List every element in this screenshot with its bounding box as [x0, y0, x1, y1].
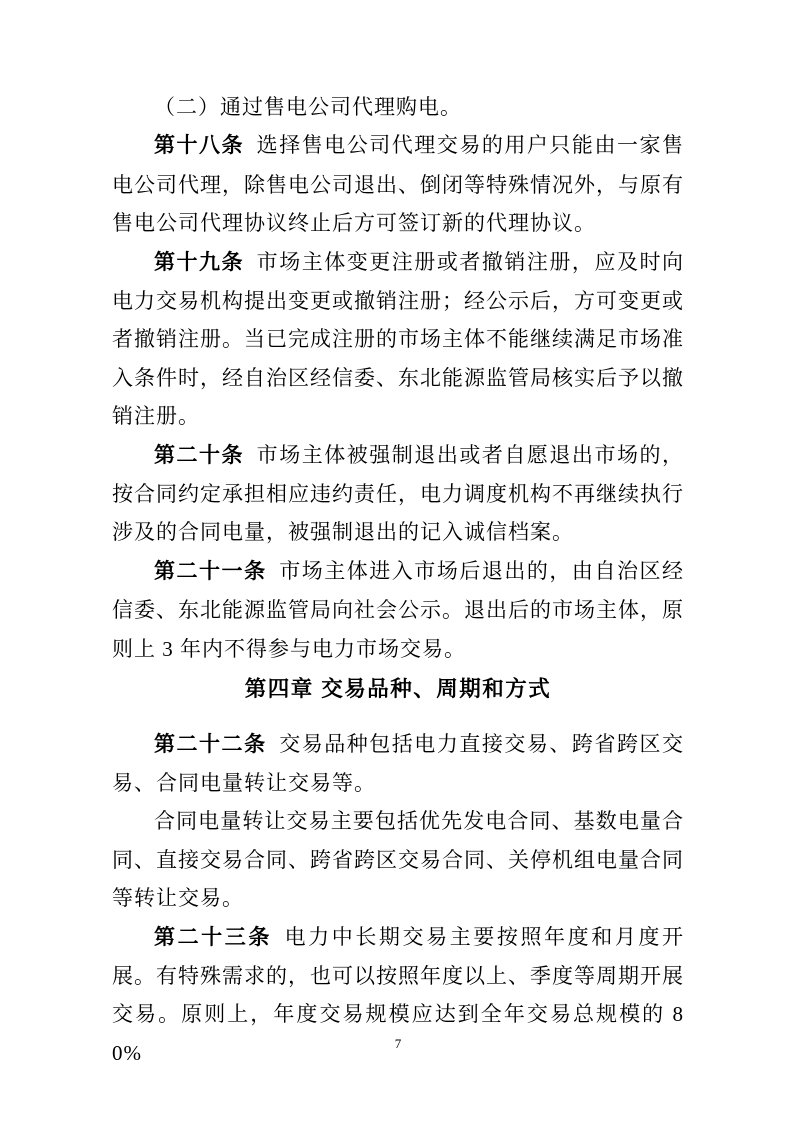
paragraph-text: 选择售电公司代理交易的用户只能由一家售电公司代理，除售电公司退出、倒闭等特殊情况外，与原有售电公司代理协议终止后方可签订新的代理协议。	[112, 133, 685, 236]
article-number-23: 第二十三条	[154, 925, 272, 949]
paragraph-text: 合同电量转让交易主要包括优先发电合同、基数电量合同、直接交易合同、跨省跨区交易合同、关停机组电量合同等转让交易。	[112, 809, 684, 911]
article-number-20: 第二十条	[154, 443, 245, 467]
document-content	[112, 88, 684, 1072]
article-number-18: 第十八条	[154, 134, 245, 158]
paragraph-text: 市场主体变更注册或者撤销注册，应及时向电力交易机构提出变更或撤销注册；经公示后，方可变更或者撤销注册。当已完成注册的市场主体不能继续满足市场准入条件时，经自治区经信委、东北能源监管局核实后予以撤销注册。	[112, 249, 685, 429]
paragraph-text: 电力中长期交易主要按照年度和月度开展。有特殊需求的，也可以按照年度以上、季度等周期开展交易。原则上，年度交易规模应达到全年交易总规模的 80%	[112, 924, 685, 1065]
paragraph-article-22	[112, 725, 684, 803]
page-number: 7	[394, 1036, 402, 1051]
article-number-21: 第二十一条	[154, 559, 267, 583]
paragraph-article-19	[112, 243, 684, 436]
paragraph-article-18	[112, 126, 684, 242]
paragraph-article-20	[112, 436, 684, 552]
paragraph-text: 市场主体被强制退出或者自愿退出市场的，按合同约定承担相应违约责任，电力调度机构不再继续执行涉及的合同电量，被强制退出的记入诚信档案。	[112, 442, 685, 545]
article-number-19: 第十九条	[154, 250, 245, 274]
chapter-heading: 第四章 交易品种、周期和方式	[244, 677, 552, 702]
paragraph-text: 交易品种包括电力直接交易、跨省跨区交易、合同电量转让交易等。	[112, 731, 684, 795]
paragraph-article-21	[112, 552, 684, 668]
paragraph-item-2-agency-purchase	[112, 88, 684, 126]
article-number-22: 第二十二条	[154, 732, 267, 756]
paragraph-text: 市场主体进入市场后退出的，由自治区经信委、东北能源监管局向社会公示。退出后的市场主体，原则上 3 年内不得参与电力市场交易。	[112, 558, 684, 661]
paragraph-contract-transfer	[112, 802, 684, 917]
paragraph-text: （二）通过售电公司代理购电。	[154, 95, 462, 119]
